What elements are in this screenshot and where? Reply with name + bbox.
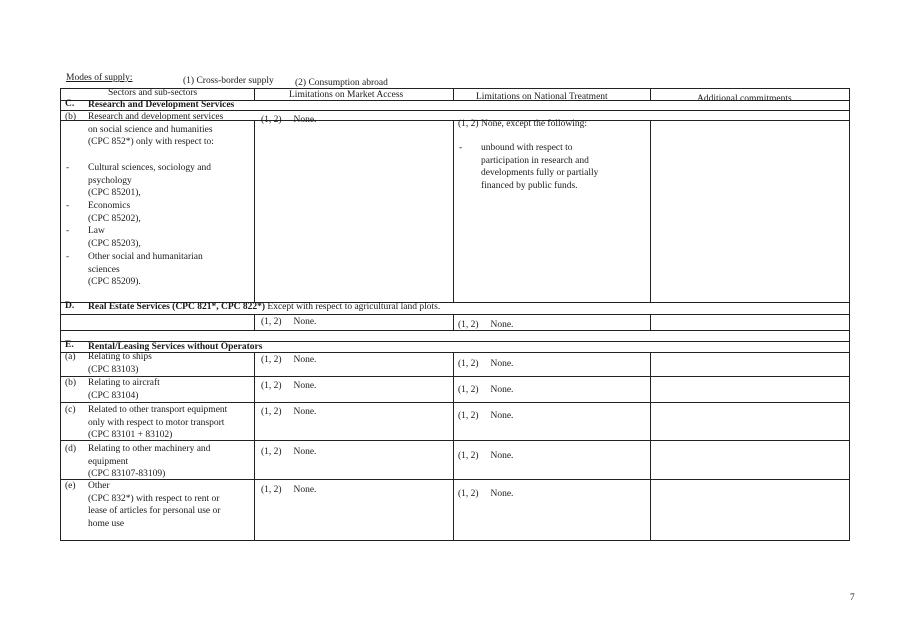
sub-item-economics [88, 200, 141, 225]
header-sectors: Sectors and sub-sectors [108, 88, 198, 98]
section-d-note: Except with respect to agricultural land plots. [265, 302, 441, 312]
col-divider-2-header [453, 88, 454, 100]
sector-line: (CPC 852*) only with respect to: [88, 137, 214, 148]
section-c-code: C. [65, 99, 75, 109]
sub-item-line: (CPC 85203), [88, 238, 141, 249]
row-line: (CPC 83107-83109) [88, 469, 166, 480]
row-line: only with respect to motor transport [88, 417, 225, 428]
sub-item-line: (CPC 85202), [88, 213, 141, 224]
row-line: (CPC 832*) with respect to rent or [88, 493, 220, 504]
row-a-code: (a) [65, 352, 76, 362]
sub-item-dash: - [66, 226, 70, 236]
table-right-border [849, 88, 850, 540]
col-divider-1-d [254, 314, 255, 330]
modes-label: Modes of supply: [66, 73, 133, 83]
header-national-treatment: Limitations on National Treatment [476, 92, 608, 102]
row-b-code: (b) [65, 378, 77, 388]
col-divider-1-header [254, 88, 255, 100]
sub-item-line: Economics [88, 201, 131, 211]
row-d-market-access: (1, 2) None. [261, 447, 317, 457]
modes-of-supply [66, 72, 133, 84]
header-market-access: Limitations on Market Access [289, 90, 404, 100]
sub-item-dash: - [66, 163, 70, 173]
table-bottom-border [60, 540, 850, 541]
col-divider-2-c [453, 120, 454, 302]
sub-item-law [88, 225, 141, 250]
section-d-row-bottom [60, 330, 850, 331]
sub-item-dash: - [66, 252, 70, 262]
sub-item-line: Other social and humanitarian [88, 252, 203, 262]
row-line: Relating to other machinery and [88, 444, 211, 454]
row-a-national-treatment: (1, 2) None. [458, 359, 514, 369]
sector-line: Research and development services [88, 112, 224, 122]
section-e-title: Rental/Leasing Services without Operators [88, 342, 263, 352]
sub-item-line: (CPC 85209). [88, 277, 141, 288]
section-d-national-treatment: (1, 2) None. [458, 320, 514, 330]
row-line: (CPC 83101 + 83102) [88, 430, 173, 441]
row-line: (CPC 83104) [88, 390, 139, 401]
col-divider-1-e [254, 352, 255, 540]
col-divider-3-c [650, 120, 651, 302]
page-number: 7 [850, 593, 855, 603]
mode-2: (2) Consumption abroad [295, 78, 388, 88]
section-e-code: E. [65, 340, 74, 350]
nt-line: developments fully or partially [481, 168, 599, 179]
section-c-item-code: (b) [65, 112, 77, 122]
sub-item-line: (CPC 85201), [88, 188, 141, 199]
row-d-national-treatment: (1, 2) None. [458, 451, 514, 461]
row-c-sector [88, 404, 227, 442]
row-c-code: (c) [65, 405, 76, 415]
sub-item-dash: - [66, 201, 70, 211]
row-e-code: (e) [65, 481, 76, 491]
row-a-sector [88, 351, 152, 376]
section-c-sector-text [88, 111, 223, 149]
sub-item-cultural-sciences [88, 162, 211, 200]
sector-line: on social science and humanities [88, 124, 213, 135]
row-c-market-access: (1, 2) None. [261, 407, 317, 417]
row-a-bottom [60, 376, 850, 377]
row-e-market-access: (1, 2) None. [261, 485, 317, 495]
sub-item-line: psychology [88, 175, 132, 186]
section-d-title: Real Estate Services (CPC 821*, CPC 822*) [88, 302, 266, 312]
nt-line: financed by public funds. [481, 180, 578, 191]
row-line: (CPC 83103) [88, 364, 139, 375]
col-divider-3-d [650, 314, 651, 330]
sub-item-line: sciences [88, 264, 120, 275]
row-line: home use [88, 518, 125, 529]
row-b-bottom [60, 402, 850, 403]
row-c-national-treatment: (1, 2) None. [458, 411, 514, 421]
section-c-nt-intro: (1, 2) None, except the following: [458, 119, 588, 129]
header-additional-commitments: Additional commitments [697, 94, 792, 104]
table-left-border [60, 88, 61, 540]
sub-item-other-social [88, 251, 203, 289]
col-divider-3-e [650, 352, 651, 540]
row-line: Other [88, 481, 110, 491]
row-b-national-treatment: (1, 2) None. [458, 385, 514, 395]
col-divider-2-e [453, 352, 454, 540]
col-divider-2-d [453, 314, 454, 330]
sub-item-line: Law [88, 226, 105, 236]
row-e-national-treatment: (1, 2) None. [458, 489, 514, 499]
col-divider-1-c [254, 120, 255, 302]
section-d-title-line [88, 301, 440, 313]
row-line: Relating to aircraft [88, 378, 160, 388]
section-d-code: D. [65, 301, 75, 311]
col-divider-3-header [650, 88, 651, 100]
mode-1: (1) Cross-border supply [183, 76, 274, 86]
section-c-nt-text [481, 142, 598, 192]
row-line: Relating to ships [88, 352, 152, 362]
nt-line: participation in research and [481, 155, 589, 166]
row-line: lease of articles for personal use or [88, 506, 221, 517]
row-d-code: (d) [65, 444, 77, 454]
row-line: equipment [88, 456, 129, 467]
section-c-market-access: (1, 2) None. [261, 115, 317, 125]
sub-item-line: Cultural sciences, sociology and [88, 163, 211, 173]
nt-dash: - [459, 143, 463, 153]
section-c-title: Research and Development Services [88, 100, 235, 110]
row-b-sector [88, 377, 160, 402]
row-d-sector [88, 443, 210, 481]
section-d-title-border [60, 314, 850, 315]
row-a-market-access: (1, 2) None. [261, 355, 317, 365]
row-line: Related to other transport equipment [88, 405, 228, 415]
section-d-market-access: (1, 2) None. [261, 317, 317, 327]
row-b-market-access: (1, 2) None. [261, 381, 317, 391]
row-e-sector [88, 480, 220, 530]
nt-line: unbound with respect to [481, 143, 573, 153]
